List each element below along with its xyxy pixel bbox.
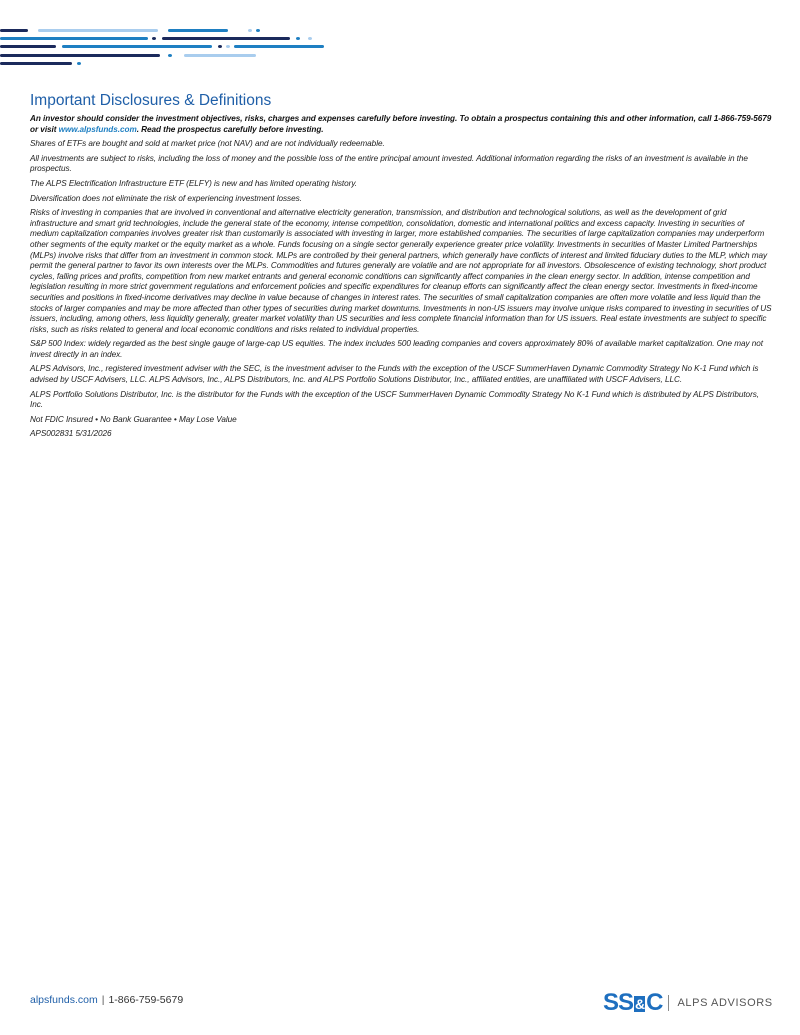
not-fdic-insured-notice: Not FDIC Insured • No Bank Guarantee • May Lose Value xyxy=(30,414,237,424)
footer-phone: 1-866-759-5679 xyxy=(108,994,184,1006)
footer-contact xyxy=(30,994,183,1006)
logo-ampersand: & xyxy=(635,995,645,1012)
decorative-header-stripes xyxy=(0,0,340,70)
ssc-alps-advisors-logo xyxy=(603,990,773,1016)
disclosure-paragraph: The ALPS Electrification Infrastructure ETF (ELFY) is new and has limited operating history. xyxy=(30,178,357,188)
logo-divider xyxy=(668,995,669,1011)
disclosure-paragraph: All investments are subject to risks, including the loss of money and the possible loss of the entire principal amount invested. Additional information regarding the risks of an investment is available in the prospectus. xyxy=(30,153,748,174)
prospectus-notice-end: . Read the prospectus carefully before investing. xyxy=(136,124,324,134)
risk-disclosure-paragraph: Risks of investing in companies that are involved in conventional and alternative electricity generation, transmission, and distribution and technological solutions, as well as the development of grid infrastructure and smart grid technologies, include the general state of the economy, intense competition, consolidation, domestic and international politics and excess capacity. Investing in securities of medium capitalization companies involves greater risk than customarily is associated with investing in larger, more established companies. The securities of large capitalization companies may underperform other segments of the equity market or the equity market as a whole. Funds focusing on a single sector generally experience greater price volatility. Investments in securities of Master Limited Partnerships (MLPs) involve risks that differ from an investment in common stock. MLPs are controlled by their general partners, which generally have conflicts of interest and limited fiduciary duties to the MLP, which may permit the general partner to favor its own interests over the MLPs. Commodities and futures generally are volatile and are not appropriate for all investors. Obsolescence of existing technology, short product cycles, falling prices and profits, competition from new market entrants and general economic conditions can significantly affect companies in the clean energy sector. In addition, intense competition and legislation resulting in more strict government regulations and enforcement policies and specific expenditures for cleanup efforts can significantly affect the clean energy sector. Investments in fixed-income securities and positions in fixed-income derivatives may decline in value because of changes in interest rates. The securities of small capitalization companies are often more volatile and less liquid than the stocks of larger companies and may be more affected than other types of securities during market downturns. Investments in non-US issuers may involve unique risks compared to investing in securities of US issuers, including, among others, less liquidity generally, greater market volatility than US securities and less complete financial information than for US issuers. Real estate investments are subject to specific risks, such as risks related to general and local economic conditions and risks related to individual properties. xyxy=(30,208,772,334)
website-link[interactable]: www.alpsfunds.com xyxy=(58,124,137,134)
adviser-disclosure: ALPS Advisors, Inc., registered investment adviser with the SEC, is the investment adviser to the Funds with the exception of the USCF SummerHaven Dynamic Commodity Strategy No K-1 Fund which is advised by USCF Advisers, LLC. ALPS Advisors, Inc., ALPS Distributors, Inc. and ALPS Portfolio Solutions Distributor, Inc., affiliated entities, are unaffiliated with USCF Advisers, LLC. xyxy=(30,364,759,385)
footer-website-link[interactable]: alpsfunds.com xyxy=(30,994,98,1006)
logo-c: C xyxy=(646,989,663,1016)
prospectus-notice-text: An investor should consider the investment objectives, risks, charges and expenses carefully before investing. To obtain a prospectus containing this and other information, call 1-866-759-5679 or visit xyxy=(30,114,772,134)
disclosures-section xyxy=(30,92,772,444)
distributor-disclosure: ALPS Portfolio Solutions Distributor, Inc. is the distributor for the Funds with the exception of the USCF SummerHaven Dynamic Commodity Strategy No K-1 Fund which is distributed by ALPS Distributors, Inc. xyxy=(30,389,760,410)
logo-tagline: ALPS ADVISORS xyxy=(677,997,773,1009)
disclosure-paragraph: Shares of ETFs are bought and sold at market price (not NAV) and are not individually redeemable. xyxy=(30,139,385,149)
footer-separator: | xyxy=(101,994,105,1006)
section-title: Important Disclosures & Definitions xyxy=(30,92,272,109)
disclosure-paragraph: Diversification does not eliminate the risk of experiencing investment losses. xyxy=(30,193,302,203)
index-definition: S&P 500 Index: widely regarded as the best single gauge of large-cap US equities. The index includes 500 leading companies and covers approximately 80% of available market capitalization. One may not invest directly in an index. xyxy=(30,339,763,359)
prospectus-notice xyxy=(30,114,772,135)
document-code: APS002831 5/31/2026 xyxy=(30,429,112,439)
ssc-logo-mark xyxy=(603,989,662,1017)
logo-ss: SS xyxy=(603,989,634,1016)
